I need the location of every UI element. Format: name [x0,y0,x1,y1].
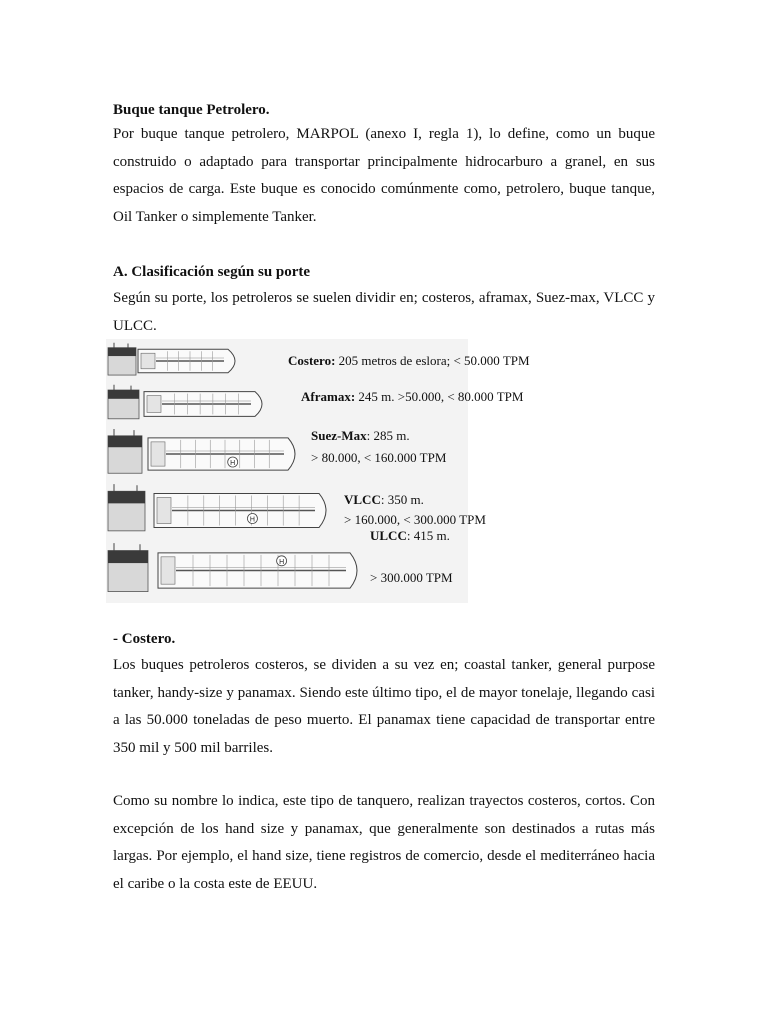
ship-superstructure [147,396,161,413]
ship-label-5 [370,528,450,543]
ship-label-1 [288,353,530,368]
ship-class-spec: 205 metros de eslora; < 50.000 TPM [335,353,530,368]
ship-class-name: ULCC [370,528,407,543]
ship-1 [108,343,530,375]
ship-tonnage-3: > 80.000, < 160.000 TPM [311,450,447,465]
helipad-mark: H [249,516,255,524]
ship-class-spec: : 415 m. [406,528,450,543]
ship-section-band [108,551,148,564]
ship-tonnage-5: > 300.000 TPM [370,570,453,585]
ship-superstructure [151,442,165,466]
ship-superstructure [141,353,155,369]
intro-paragraph: Por buque tanque petrolero, MARPOL (anexo I, regla 1), lo define, como un buque construido o adaptado para transportar principalmente hidrocarburo a granel, en sus espacios de carga. Este buque es conocido comúnmente como, petrolero, buque tanque, Oil Tanker o simplemente Tanker. [113,126,655,225]
section-a-paragraph: Según su porte, los petroleros se suelen dividir en; costeros, aframax, Suez-max, VLCC y ULCC. [113,290,655,334]
ship-label-2 [301,389,524,404]
ship-section-band [108,491,145,503]
ship-class-name: VLCC [344,492,381,507]
document-title: Buque tanque Petrolero. [113,102,270,118]
ship-3 [108,428,447,473]
ship-tonnage-4: > 160.000, < 300.000 TPM [344,512,486,527]
helipad-mark: H [279,558,285,566]
ship-class-spec: : 350 m. [380,492,424,507]
ship-section-band [108,436,142,447]
ship-class-spec: : 285 m. [366,428,410,443]
costero-paragraph-1: Los buques petroleros costeros, se dividen a su vez en; coastal tanker, general purpose tanker, handy-size y panamax. Siendo este último tipo, el de mayor tonelaje, llegando casi a las 50.000 toneladas de peso muerto. El panamax tiene capacidad de transportar entre 350 mil y 500 mil barriles. [113,657,655,756]
costero-paragraph-2: Como su nombre lo indica, este tipo de tanquero, realizan trayectos costeros, cortos. Con excepción de los hand size y panamax, que generalmente son destinados a rutas más largas. Por ejemplo, el hand size, tiene registros de comercio, desde el mediterráneo hacia el caribe o la costa este de EEUU. [113,793,655,892]
ship-5 [108,528,453,592]
tanker-classification-diagram [106,339,530,603]
ship-section-band [108,390,139,399]
ship-class-name: Suez-Max [311,428,367,443]
helipad-mark: H [230,460,236,467]
ship-class-name: Costero: [288,353,336,368]
ship-superstructure [161,557,175,584]
ship-label-4 [344,492,424,507]
ship-4 [108,484,486,531]
ship-class-name: Aframax: [301,389,356,404]
ship-label-3 [311,428,410,443]
ship-2 [108,385,524,419]
tanker-classification-figure [106,339,530,603]
section-a-heading: A. Clasificación según su porte [113,264,311,280]
ship-class-spec: 245 m. >50.000, < 80.000 TPM [355,389,524,404]
ship-section-band [108,348,136,356]
ship-superstructure [157,497,171,523]
costero-heading: - Costero. [113,631,176,647]
